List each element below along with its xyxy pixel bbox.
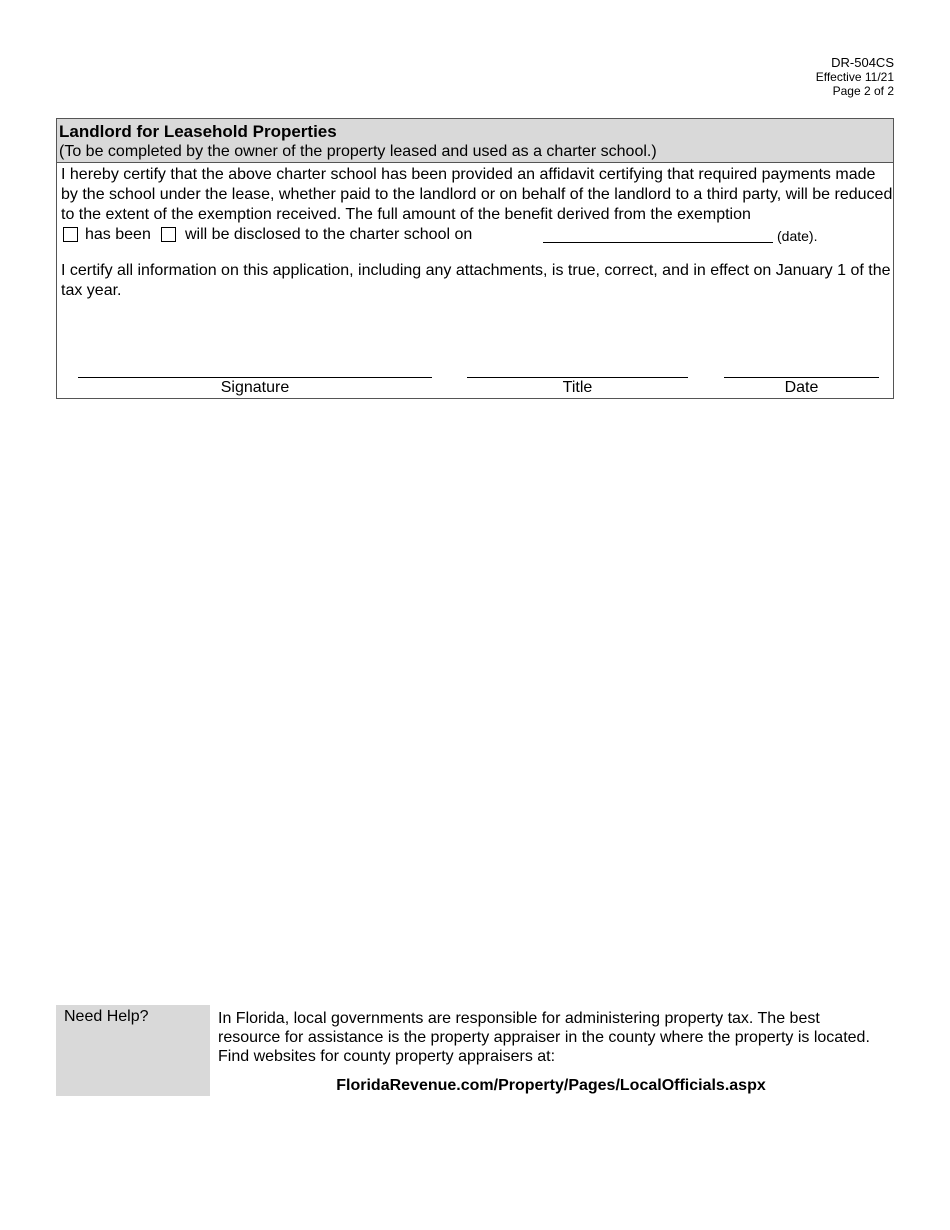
local-officials-link[interactable]: FloridaRevenue.com/Property/Pages/LocalOfficials.aspx [336,1077,766,1094]
signed-date-input[interactable] [724,361,879,378]
section-subtitle: (To be completed by the owner of the property leased and used as a charter school.) [59,143,657,160]
landlord-section [56,118,894,399]
disclosure-date-input[interactable] [543,225,773,243]
section-header [57,119,893,163]
date-label: Date [784,379,819,396]
signature-input[interactable] [78,361,432,378]
title-input[interactable] [467,361,688,378]
has-been-checkbox[interactable] [63,227,78,242]
will-be-checkbox[interactable] [161,227,176,242]
form-number: DR-504CS [831,55,894,70]
certification-text: I hereby certify that the above charter school has been provided an affidavit certifying that required payments made by the school under the lease, whether paid to the landlord or on behalf of the landlord to a third party, will be reduced to the extent of the exemption received. The full amount of the benefit derived from the exemption [61,166,893,223]
form-header [816,56,894,99]
has-been-label: has been [85,226,151,243]
need-help-title: Need Help? [64,1008,149,1025]
page-number: Page 2 of 2 [832,83,894,98]
help-text: In Florida, local governments are responsible for administering property tax. The best resource for assistance is the property appraiser in the county where the property is located. Find websites for county property appraisers at: [218,1010,870,1065]
certify-all-text: I certify all information on this application, including any attachments, is true, correct, and in effect on January 1 of the tax year. [61,262,891,299]
effective-date: Effective 11/21 [815,69,894,84]
disclosure-line [61,225,891,245]
signature-label: Signature [220,379,290,396]
will-be-label: will be disclosed to the charter school on [185,226,473,243]
title-label: Title [562,379,593,396]
date-suffix: (date). [777,228,818,244]
section-title: Landlord for Leasehold Properties [59,122,337,141]
need-help-box [56,1005,210,1096]
